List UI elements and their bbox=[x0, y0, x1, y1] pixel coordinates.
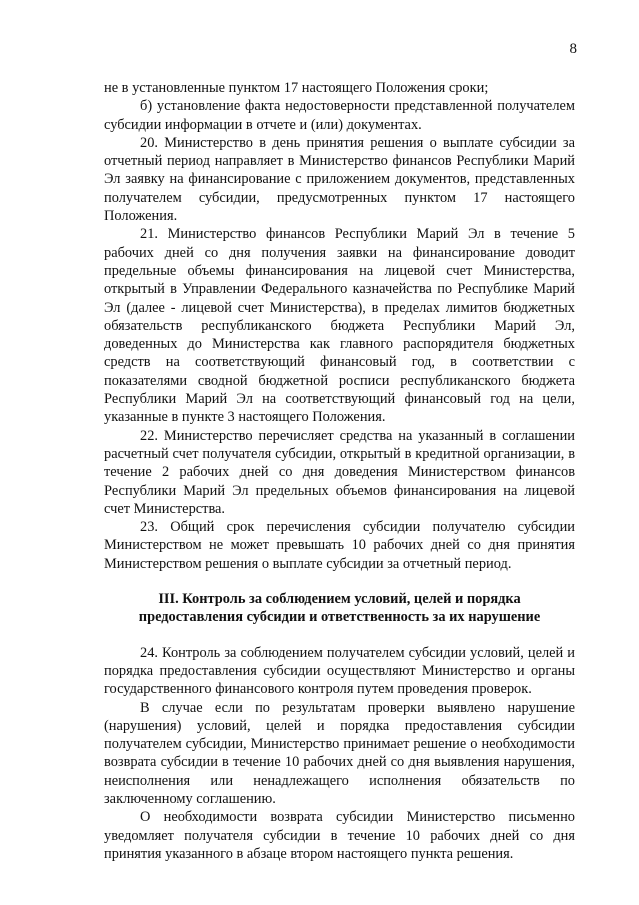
section-heading-line-2: предоставления субсидии и ответственность за их нарушение bbox=[138, 609, 541, 626]
page-number: 8 bbox=[569, 41, 577, 57]
section-heading-line-1: III. Контроль за соблюдением условий, целей и порядка bbox=[158, 591, 521, 608]
paragraph-24: 24. Контроль за соблюдением получателем субсидии условий, целей и порядка предоставления субсидии осуществляют Министерство и органы государственного финансового контроля путем проведения проверок. bbox=[104, 644, 575, 698]
paragraph-violation-case: В случае если по результатам проверки выявлено нарушение (нарушения) условий, целей и порядка предоставления субсидии получателем субсидии, Министерство принимает решение о необходимости возврата субсидии в течение 10 рабочих дней со дня выявления нарушения, неисполнения или ненадлежащего исполнения обязательств по заключенному соглашению. bbox=[104, 699, 575, 807]
paragraph-return-notice: О необходимости возврата субсидии Министерство письменно уведомляет получателя субсидии в течение 10 рабочих дней со дня принятия указанного в абзаце втором настоящего пункта решения. bbox=[104, 809, 575, 862]
section-heading bbox=[104, 590, 575, 627]
paragraph-21: 21. Министерство финансов Республики Марий Эл в течение 5 рабочих дней со дня получения заявки на финансирование доводит предельные объемы финансирования на лицевой счет Министерства, открытый в Управлении Федерального казначейства по Республике Марий Эл (далее - лицевой счет Министерства), в пределах лимитов бюджетных обязательств республиканского бюджета Республики Марий Эл, доведенных до Министерства как главного распорядителя бюджетных средств на соответствующий финансовый год, в соответствии с показателями сводной бюджетной росписи республиканского бюджета Республики Марий Эл на соответствующий финансовый год на цели, указанные в пункте 3 настоящего Положения. bbox=[104, 226, 575, 426]
paragraph-20: 20. Министерство в день принятия решения о выплате субсидии за отчетный период направляет в Министерство финансов Республики Марий Эл заявку на финансирование с приложением документов, представленных получателем субсидии, предусмотренных пунктом 17 настоящего Положения. bbox=[104, 134, 575, 225]
paragraph-item-b: б) установление факта недостоверности представленной получателем субсидии информации в отчете и (или) документах. bbox=[104, 98, 575, 133]
paragraph-22: 22. Министерство перечисляет средства на указанный в соглашении расчетный счет получателя субсидии, открытый в кредитной организации, в течение 2 рабочих дней со дня доведения Министерством финансов Республики Марий Эл предельных объемов финансирования на лицевой счет Министерства. bbox=[104, 427, 575, 517]
document-body bbox=[104, 79, 575, 863]
paragraph-23: 23. Общий срок перечисления субсидии получателю субсидии Министерством не может превышать 10 рабочих дней со дня принятия Министерством решения о выплате субсидии за отчетный период. bbox=[104, 519, 575, 572]
paragraph-continuation: не в установленные пунктом 17 настоящего Положения сроки; bbox=[104, 80, 489, 96]
